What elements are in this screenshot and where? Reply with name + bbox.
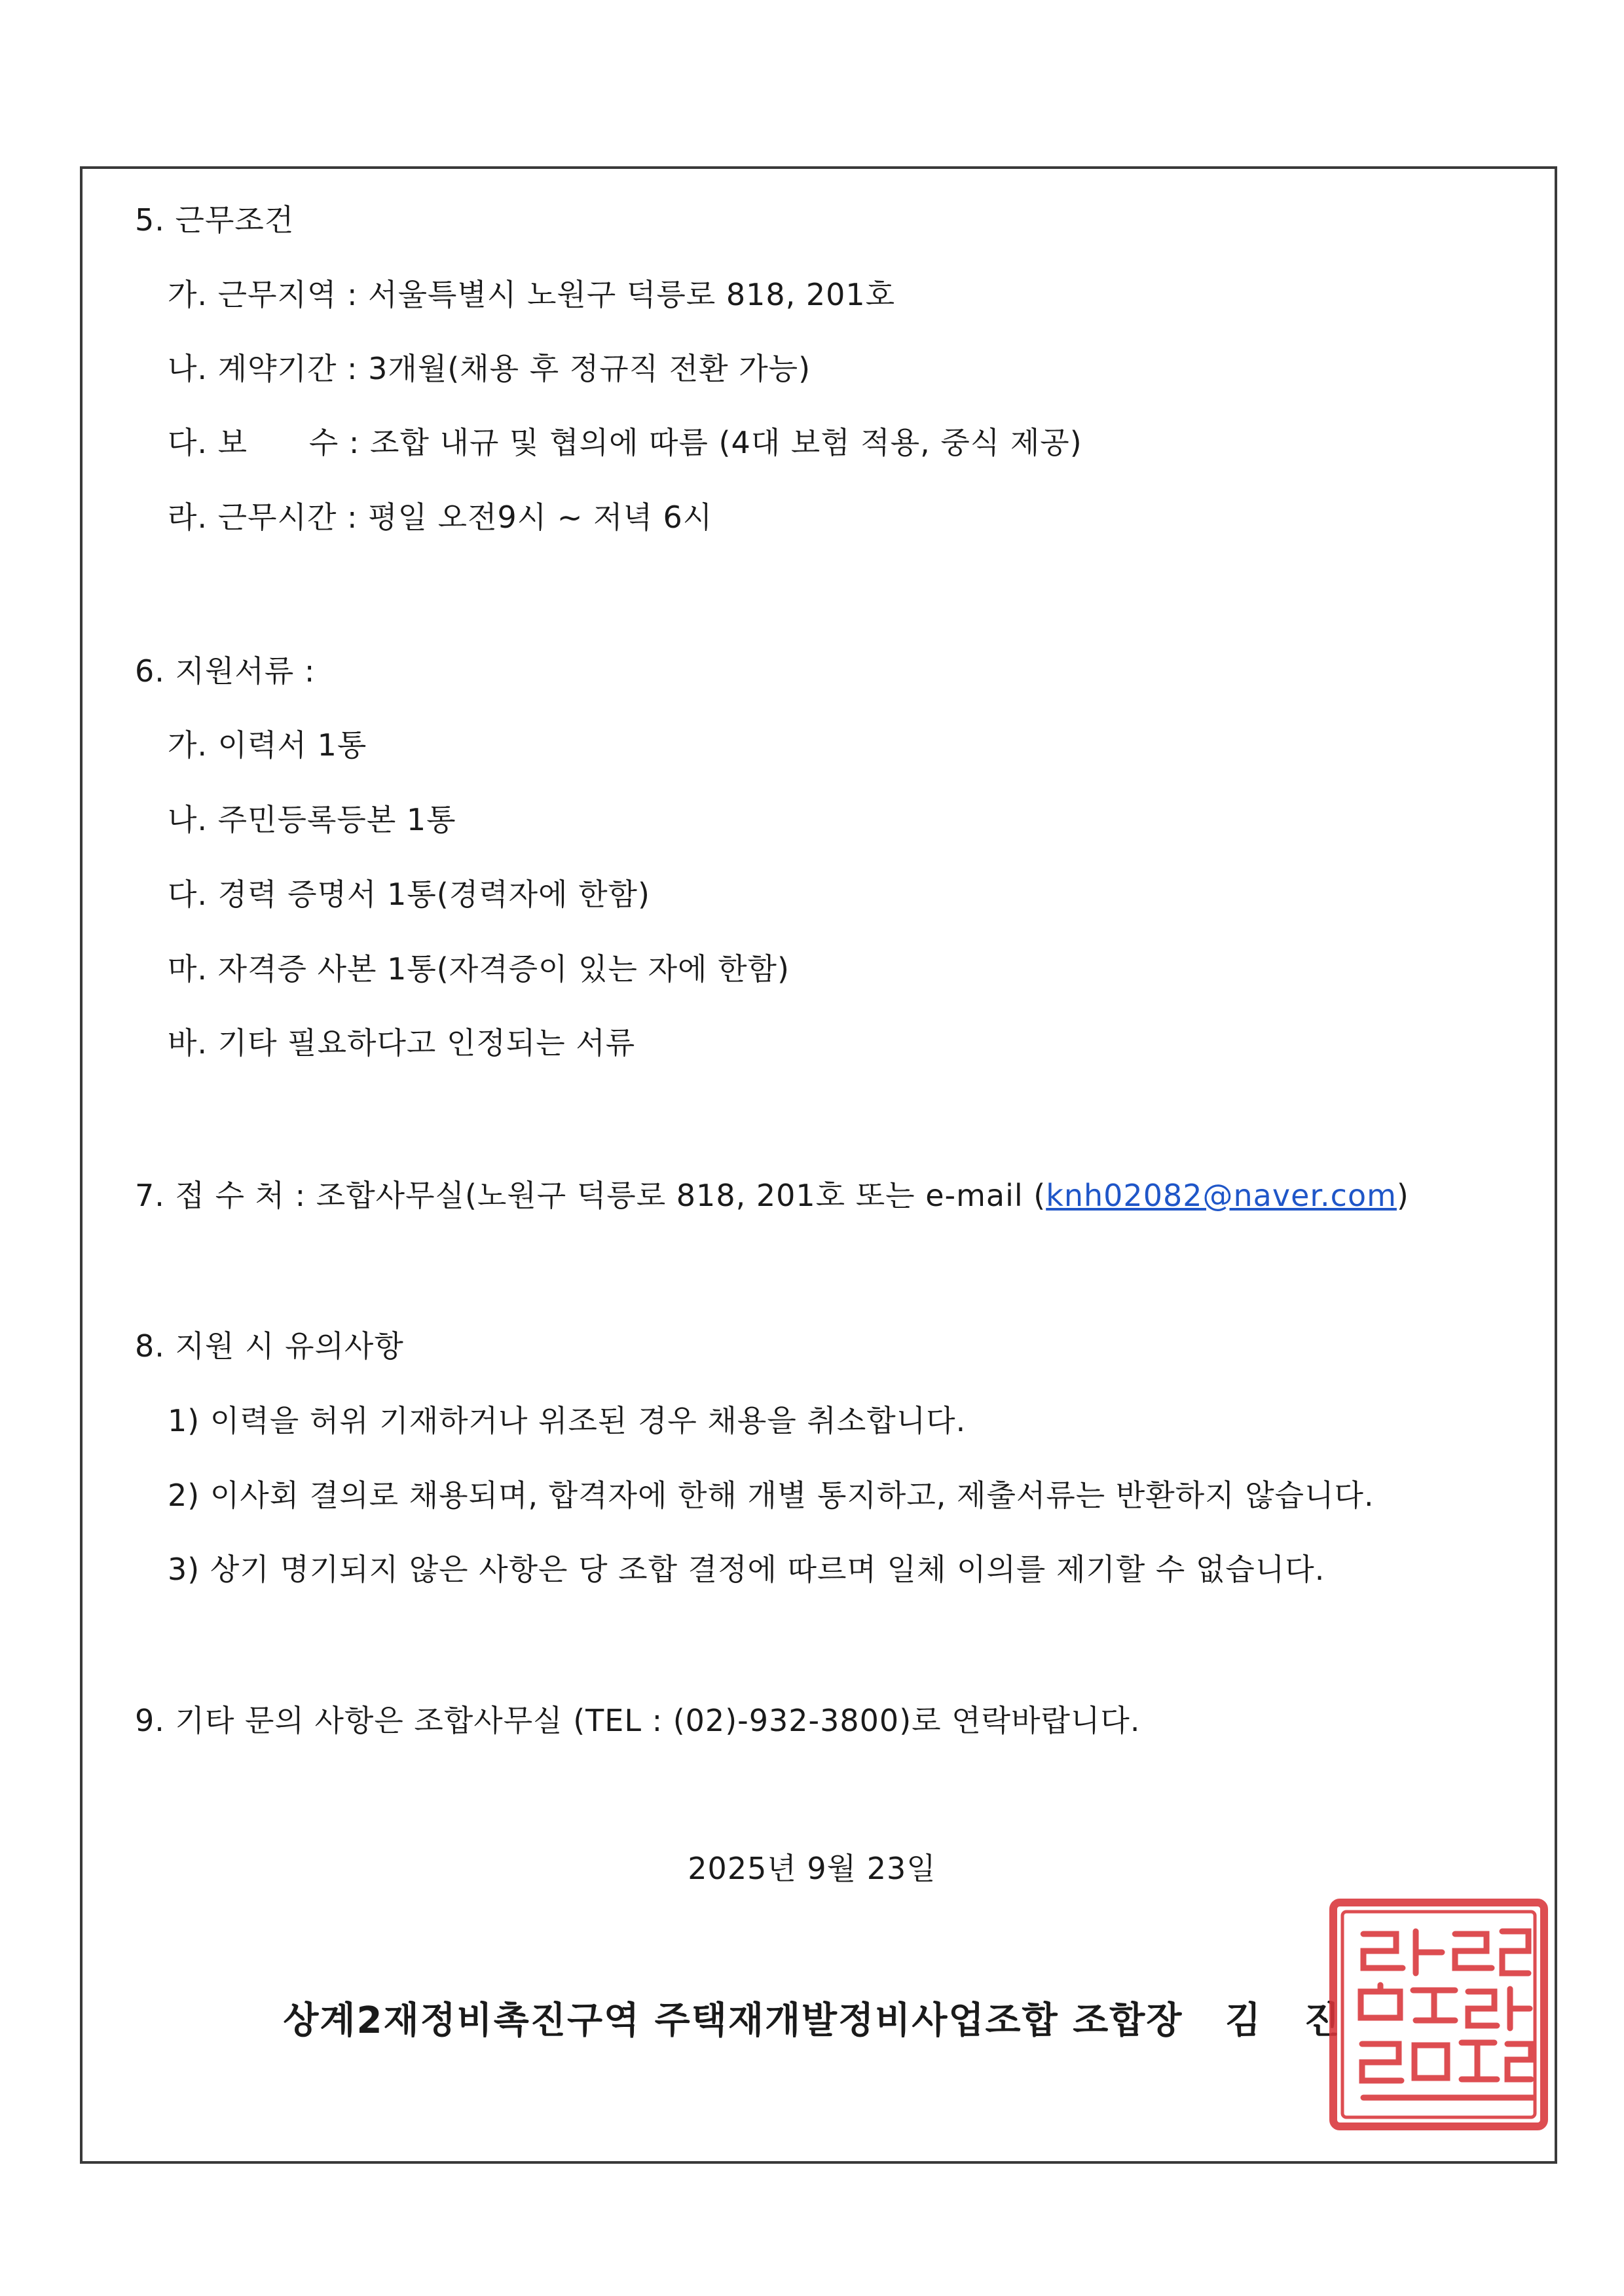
section-7-prefix: 7. 접 수 처 : 조합사무실(노원구 덕릉로 818, 201호 또는 e-mail ( — [135, 1178, 1046, 1213]
section-6-item-b: 나. 주민등록등본 1통 — [168, 802, 456, 837]
section-8-item-2: 2) 이사회 결의로 채용되며, 합격자에 한해 개별 통지하고, 제출서류는 반환하지 않습니다. — [168, 1478, 1375, 1513]
section-7-suffix: ) — [1396, 1178, 1409, 1213]
section-8-title: 8. 지원 시 유의사항 — [135, 1328, 404, 1364]
union-seal-stamp — [1324, 1893, 1555, 2137]
section-8-item-3: 3) 상기 명기되지 않은 사항은 당 조합 결정에 따르며 일체 이의를 제기할 수 없습니다. — [168, 1552, 1325, 1587]
signature-line: 상계2재정비촉진구역 주택재개발정비사업조합 조합장 김 진 — [283, 1999, 1341, 2042]
section-5-item-a: 가. 근무지역 : 서울특별시 노원구 덕릉로 818, 201호 — [168, 277, 896, 312]
section-5-item-b: 나. 계약기간 : 3개월(채용 후 정규직 전환 가능) — [168, 351, 811, 386]
document-date: 2025년 9월 23일 — [688, 1851, 936, 1886]
section-5-title: 5. 근무조건 — [135, 202, 295, 238]
section-6-item-e: 바. 기타 필요하다고 인정되는 서류 — [168, 1025, 636, 1061]
section-6-item-c: 다. 경력 증명서 1통(경력자에 한함) — [168, 877, 650, 912]
section-5-item-c: 다. 보 수 : 조합 내규 및 협의에 따름 (4대 보험 적용, 중식 제공) — [168, 425, 1082, 460]
section-8-item-1: 1) 이력을 허위 기재하거나 위조된 경우 채용을 취소합니다. — [168, 1403, 967, 1438]
section-6-item-d: 마. 자격증 사본 1통(자격증이 있는 자에 한함) — [168, 951, 790, 987]
section-7-reception — [135, 1176, 1409, 1215]
section-6-title: 6. 지원서류 : — [135, 653, 316, 689]
section-6-item-a: 가. 이력서 1통 — [168, 727, 367, 763]
section-9-text: 9. 기타 문의 사항은 조합사무실 (TEL : (02)-932-3800)로 연락바랍니다. — [135, 1703, 1141, 1738]
email-link[interactable]: knh02082@naver.com — [1046, 1178, 1397, 1213]
section-5-item-d: 라. 근무시간 : 평일 오전9시 ~ 저녁 6시 — [168, 500, 713, 535]
